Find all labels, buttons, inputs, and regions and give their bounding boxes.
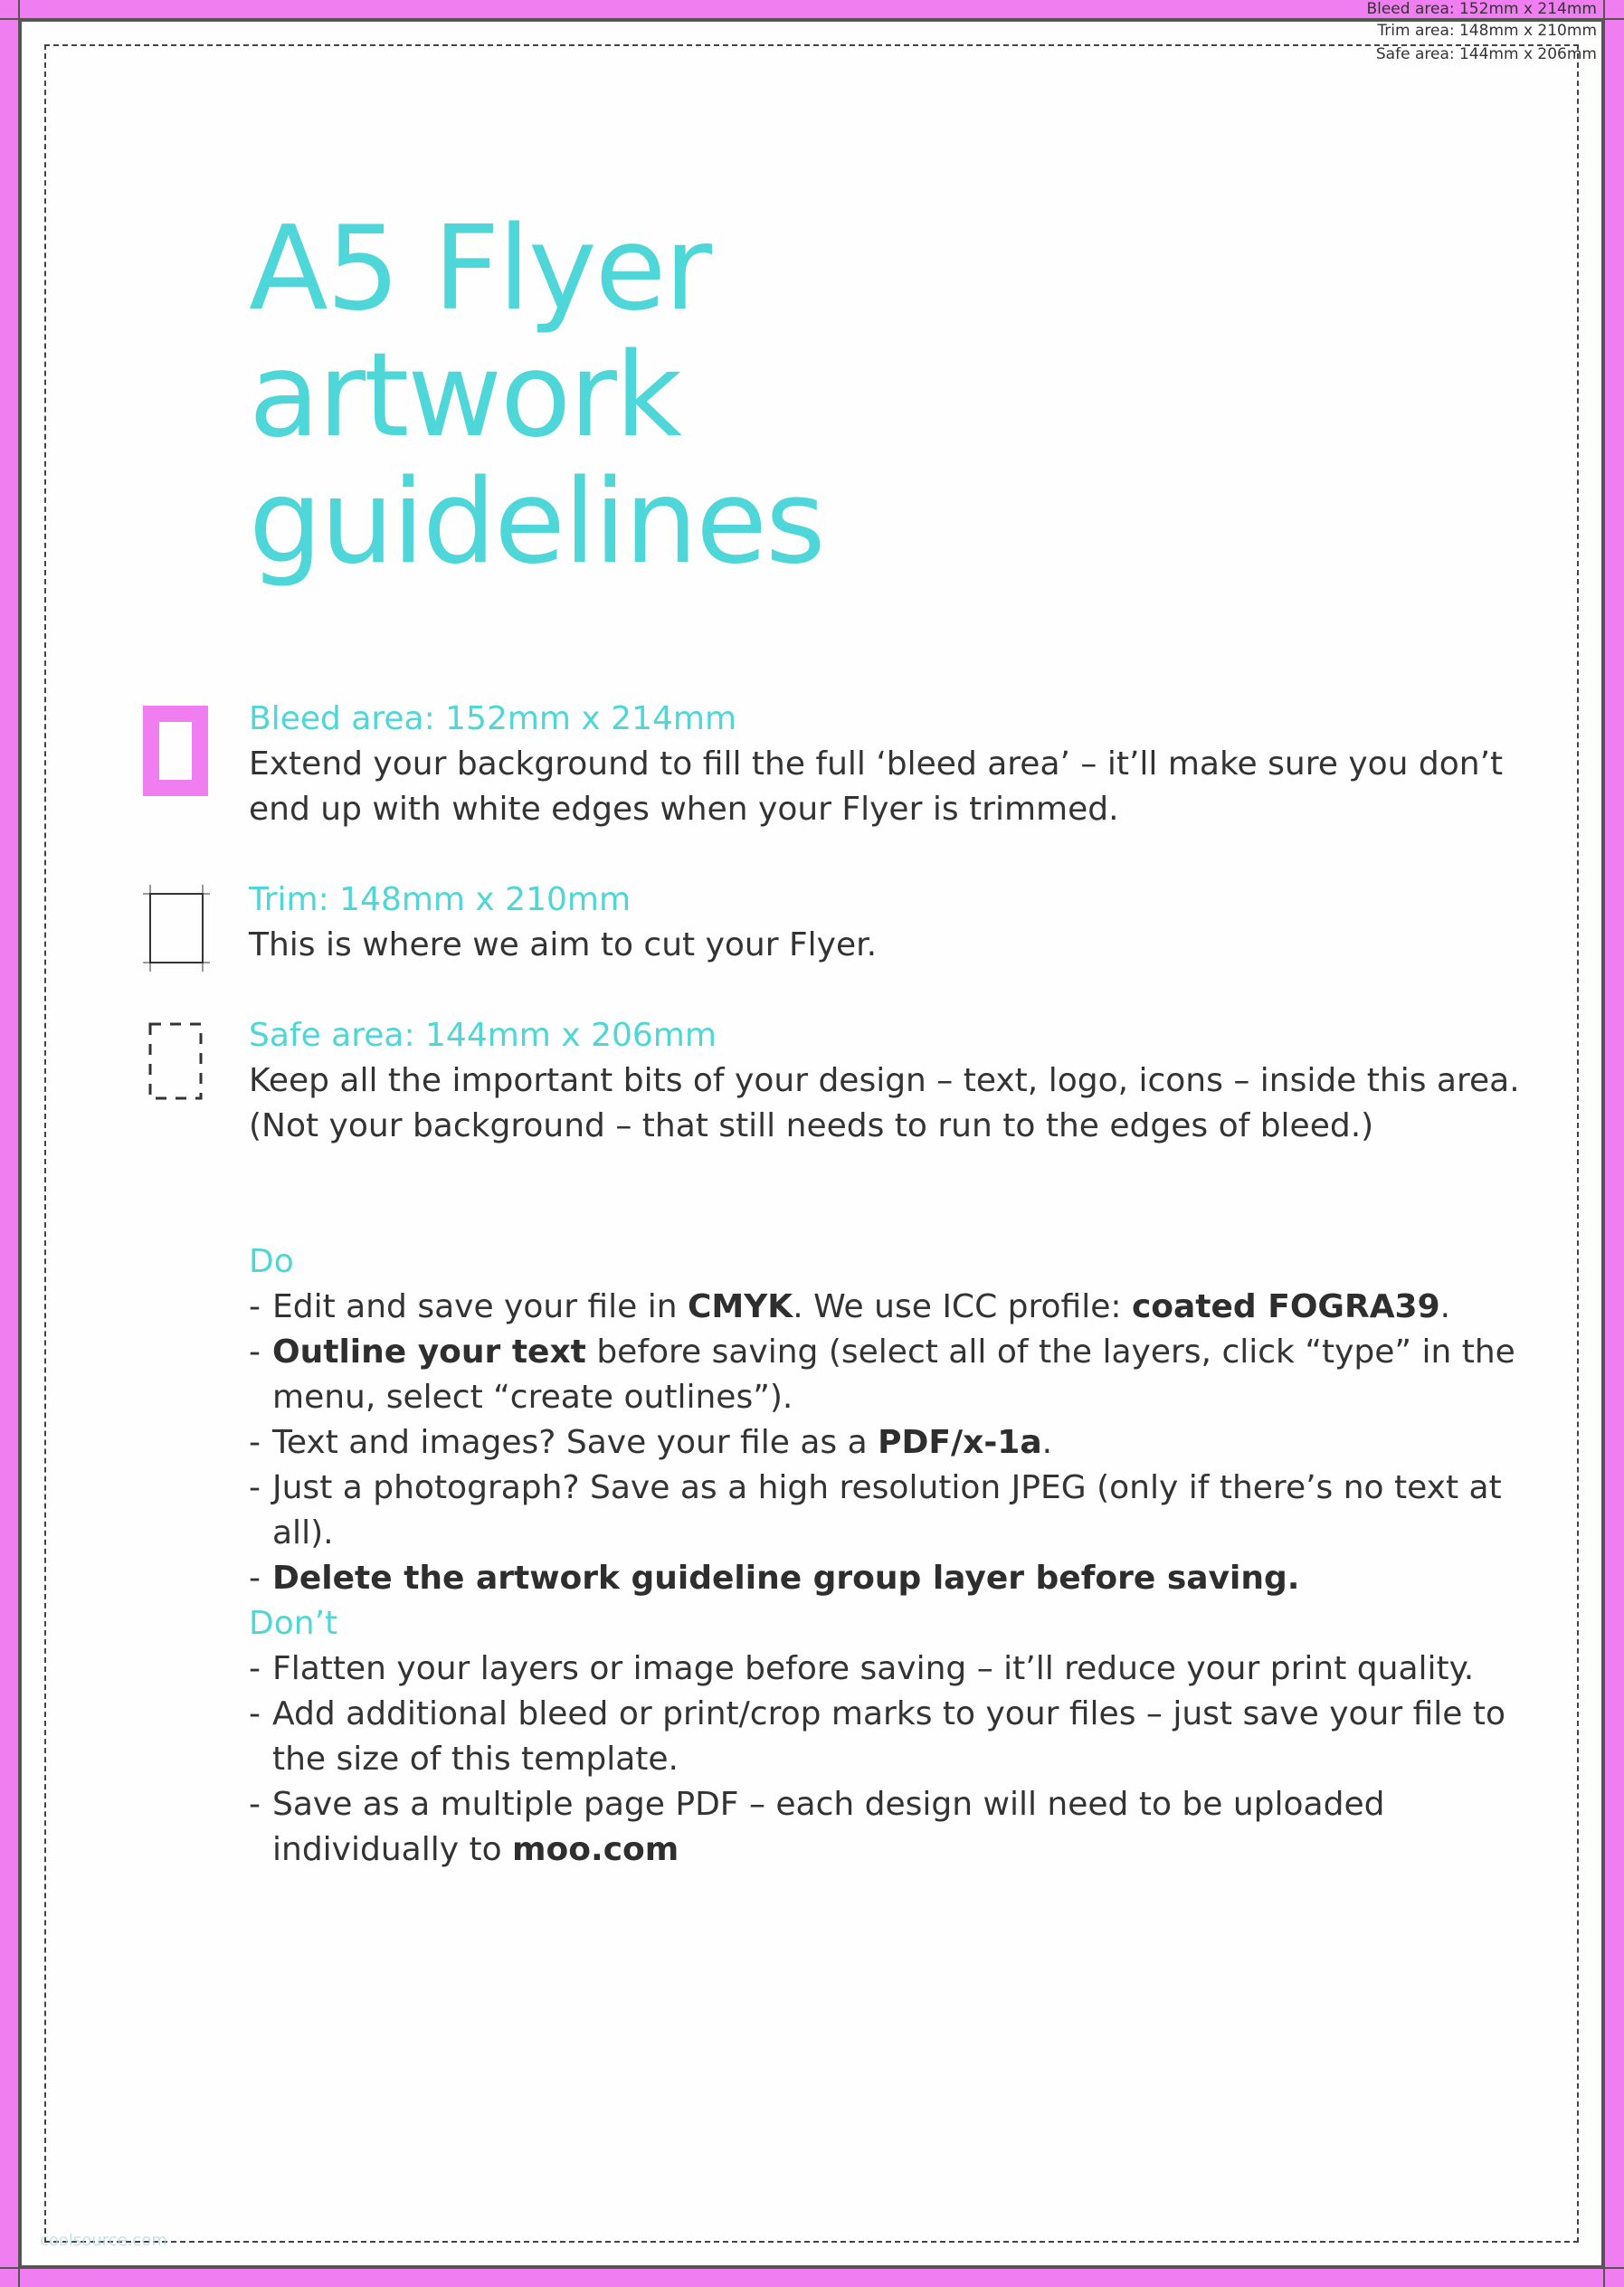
do-item-3-text-a: Text and images? Save your file as a xyxy=(272,1424,878,1461)
dont-list xyxy=(249,1646,1534,1873)
do-section xyxy=(249,1239,1534,1601)
legend-trim-heading: Trim: 148mm x 210mm xyxy=(249,881,632,918)
safe-area-dashed-icon xyxy=(148,1022,203,1100)
legend-safe-body-line-2: (Not your background – that still needs to run to the edges of bleed.) xyxy=(249,1107,1374,1144)
do-item-5 xyxy=(249,1556,1534,1601)
dont-item-1: - Flatten your layers or image before saving – it’ll reduce your print quality. xyxy=(249,1646,1534,1692)
bleed-area-icon xyxy=(143,706,208,796)
dont-heading: Don’t xyxy=(249,1605,338,1642)
legend-bleed-body: Extend your background to fill the full ‘bleed area’ – it’ll make sure you don’t end up with white edges when your Flyer is trimmed. xyxy=(249,745,1504,828)
do-item-3 xyxy=(249,1420,1534,1466)
safe-spec-label: Safe area: 144mm x 206mm xyxy=(1375,45,1597,63)
do-item-4: - Just a photograph? Save as a high resolution JPEG (only if there’s no text at all). xyxy=(249,1466,1534,1556)
do-item-5-bold: Delete the artwork guideline group layer before saving. xyxy=(272,1560,1300,1597)
title-line-2: artwork xyxy=(249,328,680,463)
do-item-1 xyxy=(249,1285,1534,1330)
dont-item-3-text: Save as a multiple page PDF – each design will need to be uploaded individually to xyxy=(272,1786,1385,1868)
do-item-2 xyxy=(249,1330,1534,1420)
moo-link: moo.com xyxy=(512,1831,679,1868)
watermark: coolsource.com xyxy=(40,2231,167,2250)
bleed-spec-label: Bleed area: 152mm x 214mm xyxy=(1366,0,1597,18)
trim-guide-bottom xyxy=(0,2267,1624,2269)
do-list xyxy=(249,1285,1534,1601)
trim-marks-icon xyxy=(143,885,210,972)
legend-safe-body-line-1: Keep all the important bits of your design – text, logo, icons – inside this area. xyxy=(249,1062,1520,1099)
do-item-2-text: before saving (select all of the layers, click “type” in the menu, select “create outlines”). xyxy=(272,1333,1515,1416)
do-item-1-profile: coated FOGRA39 xyxy=(1131,1288,1440,1325)
legend-safe xyxy=(249,1013,1534,1149)
do-item-1-text-c: . We use ICC profile: xyxy=(793,1288,1132,1325)
title-line-1: A5 Flyer xyxy=(249,202,710,337)
do-item-3-pdf: PDF/x-1a xyxy=(878,1424,1042,1461)
do-item-2-bold: Outline your text xyxy=(272,1333,586,1371)
legend-trim xyxy=(249,878,1534,968)
page-title xyxy=(249,202,824,590)
legend-bleed-heading: Bleed area: 152mm x 214mm xyxy=(249,700,737,737)
do-item-3-text-c: . xyxy=(1041,1424,1053,1461)
do-item-1-cmyk: CMYK xyxy=(687,1288,793,1325)
do-item-1-text-e: . xyxy=(1439,1288,1451,1325)
trim-spec-label: Trim area: 148mm x 210mm xyxy=(1377,22,1597,40)
legend-safe-heading: Safe area: 144mm x 206mm xyxy=(249,1017,717,1054)
legend-trim-body: This is where we aim to cut your Flyer. xyxy=(249,926,878,963)
legend-bleed xyxy=(249,697,1534,832)
dont-section xyxy=(249,1601,1534,1873)
do-heading: Do xyxy=(249,1243,294,1280)
dont-item-2: - Add additional bleed or print/crop marks to your files – just save your file to the size of this template. xyxy=(249,1692,1534,1782)
trim-guide-left xyxy=(18,0,20,2287)
title-line-3: guidelines xyxy=(249,455,824,590)
dont-item-3 xyxy=(249,1782,1534,1873)
trim-guide-right xyxy=(1603,0,1605,2287)
do-item-1-text-a: Edit and save your file in xyxy=(272,1288,688,1325)
